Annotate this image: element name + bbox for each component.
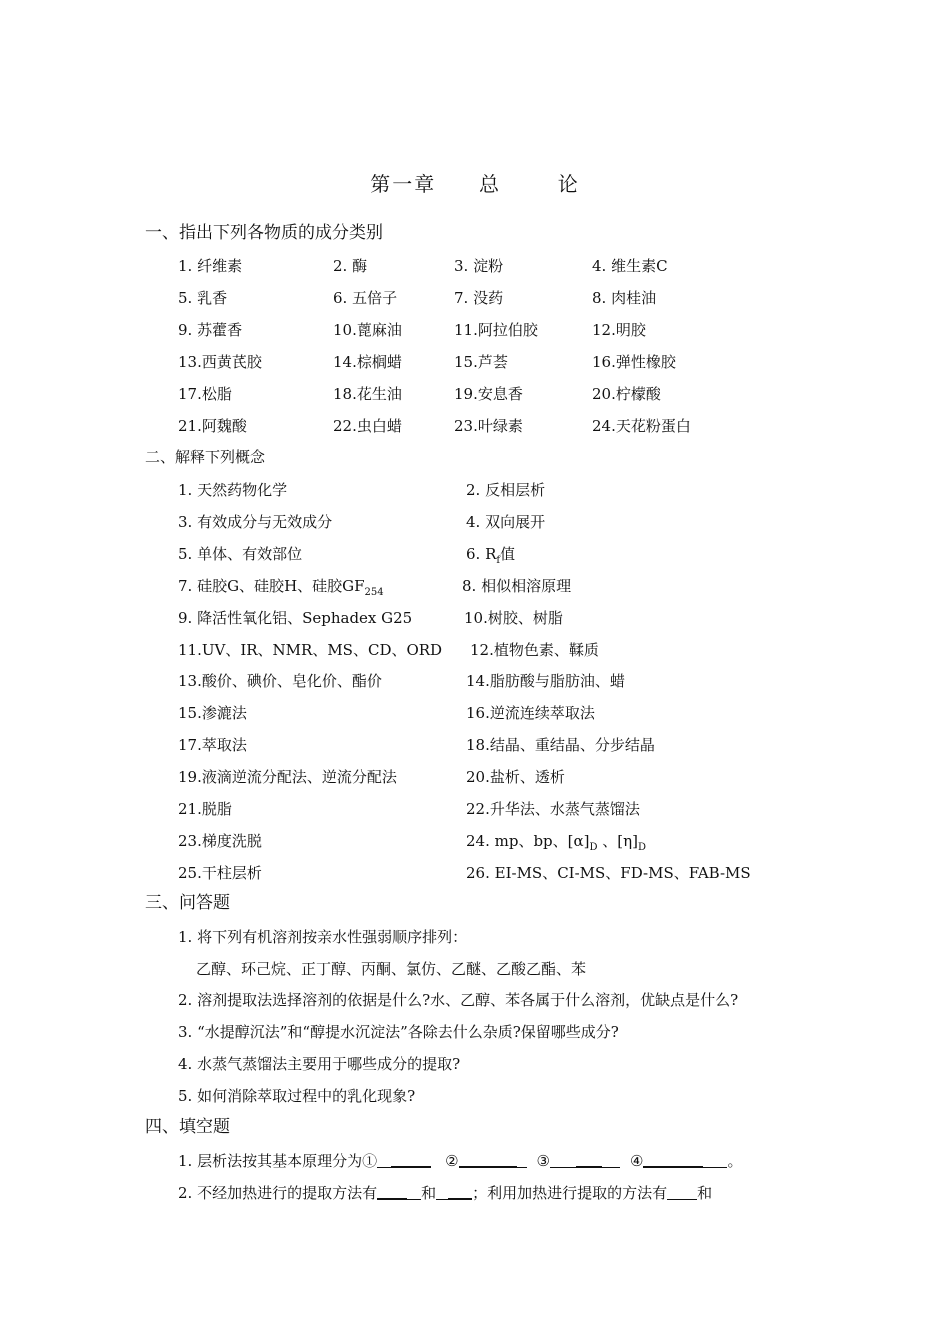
fill-q2-and2: 和 <box>697 1184 713 1202</box>
question-4: 4. 水蒸气蒸馏法主要用于哪些成分的提取? <box>178 1055 461 1073</box>
fill-q1-end: 。 <box>727 1152 743 1170</box>
marker-4: ④ <box>630 1152 644 1170</box>
section1-item: 18.花生油 <box>333 385 402 403</box>
title-chapter: 第一章 <box>370 172 437 196</box>
title-word-2: 论 <box>557 172 580 196</box>
section1-item: 14.棕榈蜡 <box>333 353 402 371</box>
blank-4b <box>703 1153 727 1168</box>
section2-item: 23.梯度洗脱 <box>178 832 262 850</box>
section2-item: 7. 硅胶G、硅胶H、硅胶$GF_{254}$ <box>178 577 384 598</box>
section2-item: 17.萃取法 <box>178 736 247 754</box>
section2-item: 25.干柱层析 <box>178 864 262 882</box>
blank-q2-1b <box>407 1185 421 1200</box>
section1-item: 22.虫白蜡 <box>333 417 402 435</box>
section1-item: 10.蓖麻油 <box>333 321 402 339</box>
question-5: 5. 如何消除萃取过程中的乳化现象? <box>178 1087 416 1105</box>
title-word-1: 总 <box>479 172 501 196</box>
section2-heading: 二、解释下列概念 <box>145 448 266 466</box>
blank-3a <box>550 1153 576 1168</box>
section2-item: 21.脱脂 <box>178 800 232 818</box>
section2-item: 16.逆流连续萃取法 <box>466 704 595 722</box>
section2-item: 13.酸价、碘价、皂化价、酯价 <box>178 672 382 690</box>
blank-q2-1a <box>377 1184 407 1200</box>
blank-2a <box>459 1152 517 1168</box>
question-1-list: 乙醇、环己烷、正丁醇、丙酮、氯仿、乙醚、乙酸乙酯、苯 <box>196 960 587 978</box>
section4-heading: 四、填空题 <box>145 1117 230 1137</box>
section2-item: 12.植物色素、鞣质 <box>470 641 599 659</box>
blank-4a <box>643 1152 703 1168</box>
section2-item: 20.盐析、透析 <box>466 768 565 786</box>
section1-item: 15.芦荟 <box>454 353 508 371</box>
section1-item: 21.阿魏酸 <box>178 417 247 435</box>
blank-1b <box>391 1152 431 1168</box>
section2-item: 26. EI-MS、CI-MS、FD-MS、FAB-MS <box>466 864 751 882</box>
section2-item: 19.液滴逆流分配法、逆流分配法 <box>178 768 397 786</box>
section2-item: 15.渗漉法 <box>178 704 247 722</box>
section2-item: 10.树胶、树脂 <box>464 609 563 627</box>
section2-item: 8. 相似相溶原理 <box>462 577 572 595</box>
section1-item: 19.安息香 <box>454 385 523 403</box>
section1-item: 6. 五倍子 <box>333 289 398 307</box>
question-1: 1. 将下列有机溶剂按亲水性强弱顺序排列： <box>178 928 468 946</box>
section2-item: 2. 反相层析 <box>466 481 546 499</box>
section1-item: 7. 没药 <box>454 289 504 307</box>
question-3: 3. “水提醇沉法”和“醇提水沉淀法”各除去什么杂质?保留哪些成分? <box>178 1023 619 1041</box>
blank-3b <box>576 1152 602 1168</box>
section1-item: 17.松脂 <box>178 385 232 403</box>
section1-item: 9. 苏藿香 <box>178 321 243 339</box>
blank-1a <box>377 1153 391 1168</box>
section1-item: 4. 维生素C <box>592 257 668 275</box>
section1-item: 5. 乳香 <box>178 289 228 307</box>
section1-item: 12.明胶 <box>592 321 646 339</box>
section1-item: 24.天花粉蛋白 <box>592 417 691 435</box>
fill-q2-and: 和 <box>421 1184 437 1202</box>
fill-q2-mid: ；利用加热进行提取的方法有 <box>472 1184 668 1202</box>
section2-item: 22.升华法、水蒸气蒸馏法 <box>466 800 640 818</box>
section1-item: 1. 纤维素 <box>178 257 243 275</box>
section2-item: 6. $R_f$值 <box>466 545 516 566</box>
fill-q1-text: 1. 层析法按其基本原理分为① <box>178 1152 378 1170</box>
section2-item: 5. 单体、有效部位 <box>178 545 303 563</box>
fill-q2-text: 2. 不经加热进行的提取方法有 <box>178 1184 378 1202</box>
fill-question-1 <box>178 1150 742 1171</box>
section1-item: 3. 淀粉 <box>454 257 504 275</box>
question-2: 2. 溶剂提取法选择溶剂的依据是什么?水、乙醇、苯各属于什么溶剂，优缺点是什么? <box>178 991 739 1009</box>
section2-item: 11.UV、IR、NMR、MS、CD、ORD <box>178 641 443 659</box>
blank-2b <box>517 1153 527 1168</box>
section1-item: 16.弹性橡胶 <box>592 353 676 371</box>
section3-heading: 三、问答题 <box>145 893 230 913</box>
chapter-title <box>0 168 950 197</box>
section2-item: 24. mp、bp、$[\alpha]_D$ 、$[\eta]_D$ <box>466 832 647 853</box>
section1-item: 2. 酶 <box>333 257 368 275</box>
section2-item: 18.结晶、重结晶、分步结晶 <box>466 736 655 754</box>
section2-item: 9. 降活性氧化铝、Sephadex G25 <box>178 609 413 627</box>
section2-item: 4. 双向展开 <box>466 513 546 531</box>
blank-3c <box>602 1153 620 1168</box>
marker-2: ② <box>445 1152 459 1170</box>
section1-heading: 一、指出下列各物质的成分类别 <box>145 223 383 243</box>
blank-q2-2a <box>436 1185 448 1200</box>
section2-item: 14.脂肪酸与脂肪油、蜡 <box>466 672 625 690</box>
section2-item: 1. 天然药物化学 <box>178 481 288 499</box>
section1-item: 23.叶绿素 <box>454 417 523 435</box>
blank-q2-3 <box>667 1185 697 1200</box>
fill-question-2 <box>178 1182 712 1203</box>
section1-item: 13.西黄芪胶 <box>178 353 262 371</box>
section1-item: 20.柠檬酸 <box>592 385 661 403</box>
section2-item: 3. 有效成分与无效成分 <box>178 513 333 531</box>
marker-3: ③ <box>536 1152 550 1170</box>
section1-item: 8. 肉桂油 <box>592 289 657 307</box>
blank-q2-2b <box>448 1184 472 1200</box>
section1-item: 11.阿拉伯胶 <box>454 321 538 339</box>
